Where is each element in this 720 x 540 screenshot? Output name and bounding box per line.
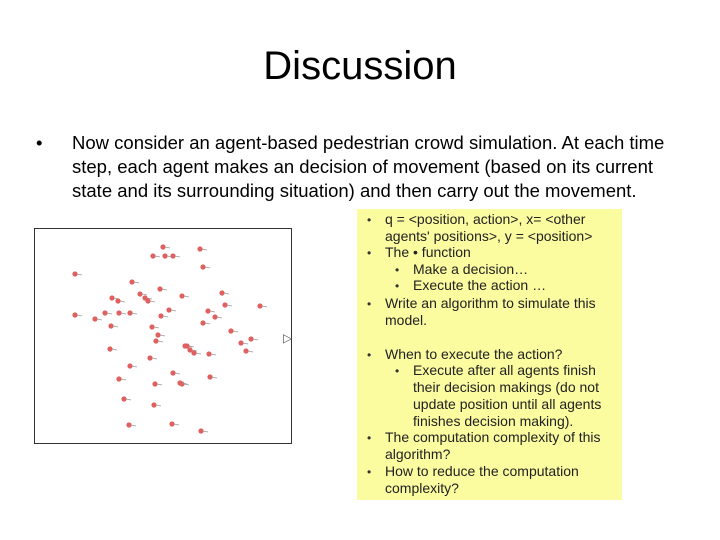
agent-dot xyxy=(116,310,121,315)
main-bullet-text: Now consider an agent-based pedestrian crowd simulation. At each time step, each agent makes an decision of movement (based on its current state and its surrounding situation) and then carry out the movement. xyxy=(72,132,665,201)
agent-dot xyxy=(137,291,142,296)
panel-bullet: • xyxy=(367,246,372,260)
agent-direction xyxy=(243,343,248,344)
agent-dot xyxy=(109,295,114,300)
agent-dot xyxy=(158,313,163,318)
slide-title: Discussion xyxy=(263,44,457,88)
panel-line-when: When to execute the action? xyxy=(385,346,563,362)
agent-direction xyxy=(233,331,238,332)
panel-line-after1: Execute after all agents finish xyxy=(413,362,596,378)
agent-direction xyxy=(175,256,180,257)
panel-line-q2: agents' positions>, y = <position> xyxy=(385,228,593,244)
agent-dot xyxy=(127,310,132,315)
panel-line-after3: update position until all agents xyxy=(413,396,602,412)
agent-direction xyxy=(132,366,137,367)
agents-plot xyxy=(35,229,291,443)
crowd-simulation-figure xyxy=(34,228,292,444)
agent-dot xyxy=(127,363,132,368)
agent-direction xyxy=(174,424,179,425)
panel-line-q: q = <position, action>, x= <other xyxy=(385,211,586,227)
agent-dot xyxy=(162,253,167,258)
agent-direction xyxy=(157,384,162,385)
agent-direction xyxy=(132,313,137,314)
agent-direction xyxy=(211,354,216,355)
panel-bullet: • xyxy=(395,364,400,378)
agent-direction xyxy=(154,327,159,328)
agent-direction xyxy=(217,317,222,318)
cursor-icon: ▷ xyxy=(283,331,293,345)
agent-direction xyxy=(196,353,201,354)
agent-direction xyxy=(156,405,161,406)
agent-direction xyxy=(158,341,163,342)
agent-direction xyxy=(210,311,215,312)
agent-direction xyxy=(112,349,117,350)
agent-direction xyxy=(175,373,180,374)
agent-dot xyxy=(149,324,154,329)
agent-dot xyxy=(72,312,77,317)
agent-direction xyxy=(97,319,102,320)
panel-line-model: model. xyxy=(385,312,428,328)
agent-dot xyxy=(116,376,121,381)
agent-dot xyxy=(150,253,155,258)
panel-bullet: • xyxy=(367,213,372,227)
agent-direction xyxy=(150,301,155,302)
agent-direction xyxy=(77,315,82,316)
panel-line-reduce: How to reduce the computation xyxy=(385,463,579,479)
agent-direction xyxy=(184,296,189,297)
agent-dot xyxy=(155,332,160,337)
panel-bullet: • xyxy=(367,431,372,445)
agent-direction xyxy=(224,293,229,294)
agent-dot xyxy=(108,323,113,328)
agent-dot xyxy=(177,380,182,385)
panel-line-function: The • function xyxy=(385,244,471,260)
agent-direction xyxy=(165,247,170,248)
agent-dot xyxy=(145,298,150,303)
agent-dot xyxy=(248,336,253,341)
agent-direction xyxy=(152,358,157,359)
panel-line-execute: Execute the action … xyxy=(413,277,547,293)
agent-direction xyxy=(163,316,168,317)
agent-dot xyxy=(102,310,107,315)
panel-line-reduce2: complexity? xyxy=(385,480,459,496)
agent-direction xyxy=(262,306,267,307)
agent-direction xyxy=(155,256,160,257)
panel-line-complexity2: algorithm? xyxy=(385,446,451,462)
agent-direction xyxy=(171,310,176,311)
agent-direction xyxy=(202,249,207,250)
agent-direction xyxy=(253,339,258,340)
agent-dot xyxy=(126,422,131,427)
agent-dot xyxy=(205,308,210,313)
note-panel xyxy=(357,209,622,500)
agent-dot xyxy=(121,396,126,401)
agent-direction xyxy=(134,282,139,283)
agent-direction xyxy=(107,313,112,314)
agent-direction xyxy=(212,377,217,378)
panel-bullet: • xyxy=(367,297,372,311)
agent-dot xyxy=(72,271,77,276)
agent-direction xyxy=(205,267,210,268)
agent-dot xyxy=(200,320,205,325)
agent-direction xyxy=(203,431,208,432)
panel-bullet: • xyxy=(367,465,372,479)
agent-direction xyxy=(121,379,126,380)
agent-direction xyxy=(131,425,136,426)
agent-direction xyxy=(142,294,147,295)
agent-dot xyxy=(153,338,158,343)
panel-line-complexity: The computation complexity of this xyxy=(385,429,601,445)
agent-dot xyxy=(92,316,97,321)
agent-direction xyxy=(77,274,82,275)
agent-dot xyxy=(151,402,156,407)
agent-dot xyxy=(184,343,189,348)
agent-direction xyxy=(162,289,167,290)
agent-dot xyxy=(238,340,243,345)
agent-dot xyxy=(152,381,157,386)
panel-line-decision: Make a decision… xyxy=(413,261,529,277)
agent-direction xyxy=(227,305,232,306)
agent-dot xyxy=(115,298,120,303)
bullet-dot: • xyxy=(36,132,43,153)
agent-dot xyxy=(222,302,227,307)
agent-dot xyxy=(129,279,134,284)
agent-direction xyxy=(121,313,126,314)
panel-bullet: • xyxy=(367,348,372,362)
agent-direction xyxy=(160,335,165,336)
agent-dot xyxy=(169,421,174,426)
agent-dot xyxy=(160,244,165,249)
agent-dot xyxy=(198,428,203,433)
agent-direction xyxy=(113,326,118,327)
agent-direction xyxy=(120,301,125,302)
agent-dot xyxy=(107,346,112,351)
panel-line-algorithm: Write an algorithm to simulate this xyxy=(385,295,596,311)
agent-dot xyxy=(243,348,248,353)
agent-direction xyxy=(126,399,131,400)
agent-dot xyxy=(207,374,212,379)
agent-dot xyxy=(179,293,184,298)
agent-dot xyxy=(257,303,262,308)
panel-bullet: • xyxy=(395,263,400,277)
agent-dot xyxy=(166,307,171,312)
panel-line-after2: their decision makings (do not xyxy=(413,379,599,395)
agent-dot xyxy=(206,351,211,356)
agent-dot xyxy=(157,286,162,291)
agent-dot xyxy=(212,314,217,319)
agent-direction xyxy=(205,323,210,324)
agent-dot xyxy=(191,350,196,355)
agent-dot xyxy=(228,328,233,333)
agent-dot xyxy=(219,290,224,295)
agent-direction xyxy=(248,351,253,352)
agent-dot xyxy=(197,246,202,251)
panel-bullet: • xyxy=(395,279,400,293)
panel-line-after4: finishes decision making). xyxy=(413,413,574,429)
agent-dot xyxy=(147,355,152,360)
agent-dot xyxy=(170,370,175,375)
agent-dot xyxy=(200,264,205,269)
agent-dot xyxy=(170,253,175,258)
